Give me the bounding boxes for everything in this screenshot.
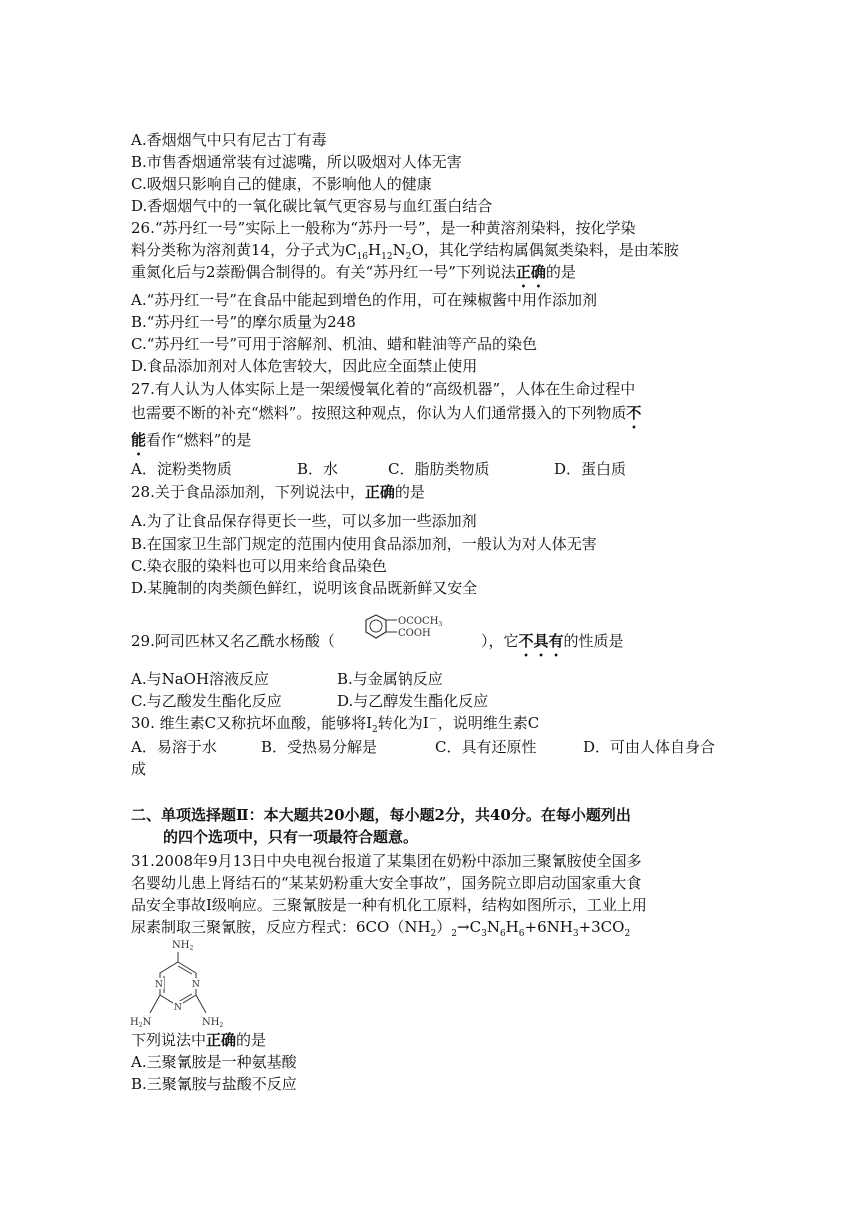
q29-option-b: B.与金属钠反应 [337, 670, 443, 688]
q26-option-c: C.“苏丹红一号”可用于溶解剂、机油、蜡和鞋油等产品的染色 [131, 335, 538, 353]
q26-option-d: D.食品添加剂对人体危害较大，因此应全面禁止使用 [131, 357, 478, 375]
melamine-ring-n-bottom: N [174, 1003, 182, 1013]
melamine-left-amine: $H_2N$ [130, 1017, 152, 1029]
emphasis-text: 不具有 [518, 632, 564, 650]
q30-option-a: A．易溶于水 [131, 738, 217, 756]
q30-option-d-continued: 成 [131, 760, 147, 778]
q30-option-d: D．可由人体自身合 [583, 738, 716, 756]
melamine-ring-n-right: N [192, 980, 200, 990]
q31-stem-line1: 31.2008年9月13日中央电视台报道了某集团在奶粉中添加三聚氰胺使全国多 [131, 852, 642, 870]
q26-stem-line2: 料分类称为溶剂黄14，分子式为$C_{16}H_{12}N_2O$，其化学结构属偶氮类染料，是由苯胺 [131, 241, 679, 262]
q26-stem-line3: 重氮化后与2萘酚偶合制得的。有关“苏丹红一号”下列说法正确的是 [131, 263, 576, 281]
q26-option-b: B.“苏丹红一号”的摩尔质量为248 [131, 313, 356, 331]
aspirin-substituent-top: $OCOCH_3$ [398, 616, 443, 628]
q27-stem-line1: 27.有人认为人体实际上是一架缓慢氧化着的“高级机器”，人体在生命过程中 [131, 380, 636, 398]
q27-option-a: A．淀粉类物质 [131, 460, 232, 478]
q28-option-d: D.某腌制的肉类颜色鲜红，说明该食品既新鲜又安全 [131, 579, 478, 597]
emphasis-text: 不 [626, 404, 642, 422]
q28-option-b: B.在国家卫生部门规定的范围内使用食品添加剂，一般认为对人体无害 [131, 535, 597, 553]
q31-option-a: A.三聚氰胺是一种氨基酸 [131, 1053, 297, 1071]
q30-stem: 30. 维生素C又称抗坏血酸，能够将$I_2$转化为I－，说明维生素C [131, 714, 540, 735]
q29-stem-part2: ），它不具有的性质是 [481, 632, 624, 650]
q27-stem-line2: 也需要不断的补充“燃料”。按照这种观点，你认为人们通常摄入的下列物质不 [131, 404, 642, 422]
melamine-right-amine: $NH_2$ [202, 1017, 224, 1029]
q25-option-d: D.香烟烟气中的一氧化碳比氧气更容易与血红蛋白结合 [131, 197, 493, 215]
bold-text: 正确 [364, 483, 395, 501]
q31-option-b: B.三聚氰胺与盐酸不反应 [131, 1075, 297, 1093]
q31-stem-line3: 品安全事故Ⅰ级响应。三聚氰胺是一种有机化工原料，结构如图所示，工业上用 [131, 896, 647, 914]
q29-stem-part1: 29.阿司匹林又名乙酰水杨酸（ [131, 632, 335, 650]
q25-option-c: C.吸烟只影响自己的健康，不影响他人的健康 [131, 175, 432, 193]
q30-option-c: C．具有还原性 [435, 738, 537, 756]
melamine-structure-diagram [128, 938, 228, 1030]
q30-option-b: B．受热易分解是 [261, 738, 378, 756]
q28-stem: 28.关于食品添加剂，下列说法中，正确的是 [131, 483, 425, 501]
q26-stem-line1: 26.“苏丹红一号”实际上一般称为“苏丹一号”，是一种黄溶剂染料，按化学染 [131, 219, 636, 237]
q27-option-b: B．水 [297, 460, 339, 478]
section-heading-line1: 二、单项选择题Ⅱ：本大题共20小题，每小题2分，共40分。在每小题列出 [131, 806, 631, 824]
section-heading-line2: 的四个选项中，只有一项最符合题意。 [163, 828, 419, 846]
q27-option-c: C．脂肪类物质 [388, 460, 490, 478]
q28-option-a: A.为了让食品保存得更长一些，可以多加一些添加剂 [131, 512, 477, 530]
q29-option-c: C.与乙酸发生酯化反应 [131, 692, 282, 710]
aspirin-substituent-bottom: COOH [398, 628, 431, 639]
q31-stem-line2: 名婴幼儿患上肾结石的“某某奶粉重大安全事故”，国务院立即启动国家重大食 [131, 874, 642, 892]
q29-option-d: D.与乙醇发生酯化反应 [337, 692, 489, 710]
q31-stem-line4: 尿素制取三聚氰胺，反应方程式：$6CO(NH_2)_2\to C_3N_6H_6+6NH_3+3CO_2$ [131, 918, 631, 939]
q27-option-d: D．蛋白质 [554, 460, 627, 478]
emphasis-text: 能 [131, 431, 147, 449]
aspirin-structure-diagram [353, 612, 471, 646]
emphasis-text: 正确 [515, 263, 546, 281]
q25-option-a: A.香烟烟气中只有尼古丁有毒 [131, 131, 327, 149]
melamine-ring-n-left: N [155, 980, 163, 990]
bold-text: 正确 [206, 1031, 237, 1049]
melamine-top-amine: $NH_2$ [172, 940, 194, 952]
q25-option-b: B.市售香烟通常装有过滤嘴，所以吸烟对人体无害 [131, 153, 462, 171]
q26-option-a: A.“苏丹红一号”在食品中能起到增色的作用，可在辣椒酱中用作添加剂 [131, 291, 597, 309]
q27-stem-line3: 能看作“燃料”的是 [131, 431, 252, 449]
q31-prompt: 下列说法中正确的是 [131, 1031, 267, 1049]
q29-option-a: A.与NaOH溶液反应 [131, 670, 270, 688]
q28-option-c: C.染衣服的染料也可以用来给食品染色 [131, 557, 387, 575]
